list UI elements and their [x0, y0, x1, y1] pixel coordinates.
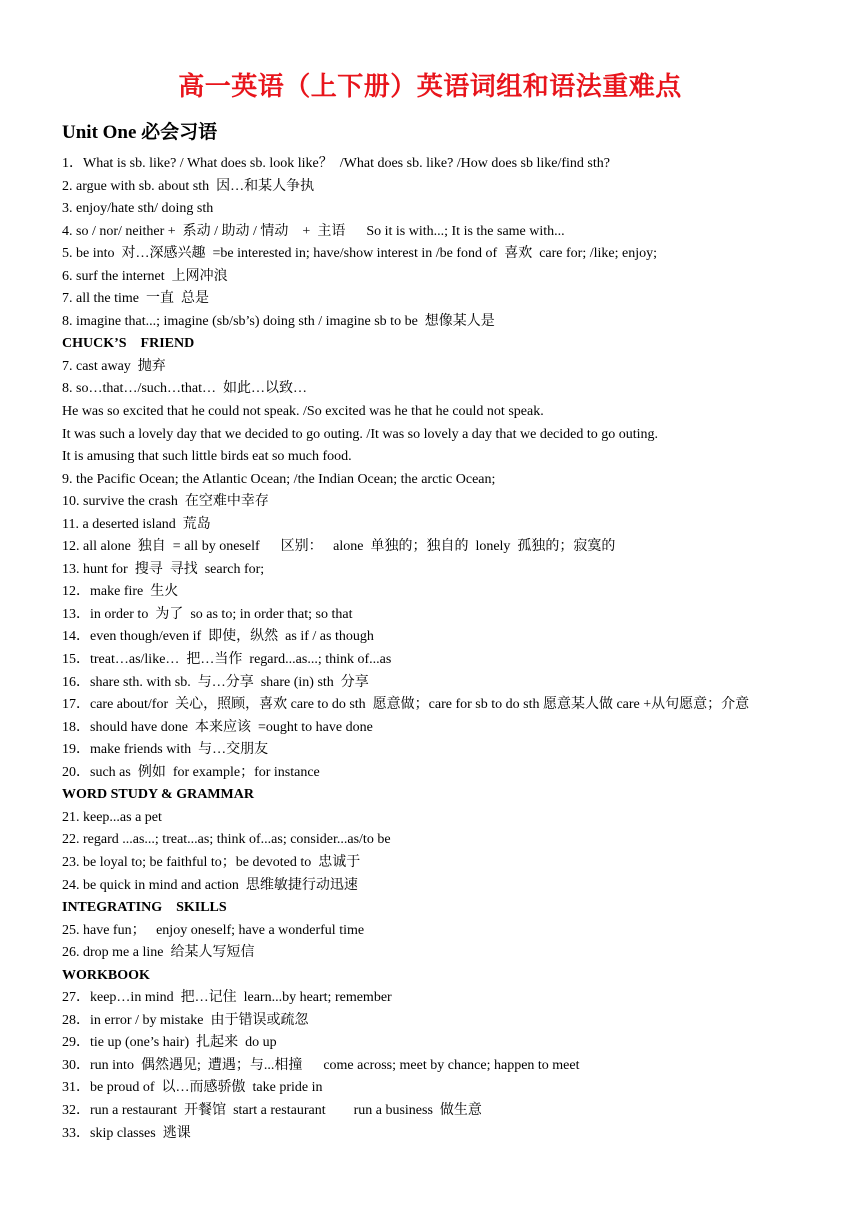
- list-item: 33．skip classes 逃课: [62, 1125, 191, 1141]
- list-item: 9. the Pacific Ocean; the Atlantic Ocean; /the Indian Ocean; the arctic Ocean;: [62, 471, 496, 487]
- section-heading: WORD STUDY & GRAMMAR: [62, 787, 254, 803]
- list-item: 30．run into 偶然遇见; 遭遇；与...相撞 come across; meet by chance; happen to meet: [62, 1057, 580, 1073]
- list-item: 25. have fun； enjoy oneself; have a wonderful time: [62, 922, 365, 938]
- section-heading: INTEGRATING SKILLS: [62, 900, 227, 916]
- list-item: 1．What is sb. like? / What does sb. look like？ /What does sb. like? /How does sb like/find sth?: [62, 156, 610, 171]
- section-heading: WORKBOOK: [62, 967, 150, 983]
- list-item: 11. a deserted island 荒岛: [62, 516, 211, 532]
- list-item: 12．make fire 生火: [62, 584, 179, 600]
- list-item: 7. cast away 抛弃: [62, 358, 166, 374]
- list-item: 23. be loyal to; be faithful to；be devoted to 忠诚于: [62, 854, 361, 870]
- list-item: 26. drop me a line 给某人写短信: [62, 945, 255, 961]
- section-heading: CHUCK’S FRIEND: [62, 336, 195, 352]
- list-item: 19．make friends with 与…交朋友: [62, 742, 269, 758]
- list-item: 31．be proud of 以…而感骄傲 take pride in: [62, 1080, 323, 1096]
- list-item: It was such a lovely day that we decided to go outing. /It was so lovely a day that we decided to go outing.: [62, 426, 659, 442]
- list-item: 13. hunt for 搜寻 寻找 search for;: [62, 561, 265, 577]
- list-item: 29．tie up (one’s hair) 扎起来 do up: [62, 1035, 277, 1051]
- list-item: 16．share sth. with sb. 与…分享 share (in) sth 分享: [62, 674, 369, 690]
- list-item: 10. survive the crash 在空难中幸存: [62, 494, 269, 510]
- list-item: 32．run a restaurant 开餐馆 start a restaurant run a business 做生意: [62, 1102, 482, 1118]
- list-item: 7. all the time 一直 总是: [62, 291, 209, 307]
- list-item: 22. regard ...as...; treat...as; think of...as; consider...as/to be: [62, 832, 391, 848]
- list-item: 5. be into 对…深感兴趣 =be interested in; have/show interest in /be fond of 喜欢 care for; /like; enjoy;: [62, 246, 657, 262]
- list-item: 20．such as 例如 for example；for instance: [62, 764, 320, 780]
- list-item: 24. be quick in mind and action 思维敏捷行动迅速: [62, 877, 358, 893]
- phrase-list: [62, 153, 852, 1145]
- list-item: 15．treat…as/like… 把…当作 regard...as...; think of...as: [62, 652, 392, 668]
- list-item: 21. keep...as a pet: [62, 809, 162, 825]
- list-item: 27．keep…in mind 把…记住 learn...by heart; remember: [62, 990, 392, 1006]
- unit-heading: Unit One 必会习语: [62, 122, 218, 143]
- list-item: 12. all alone 独自 = all by oneself 区别： alone 单独的；独自的 lonely 孤独的；寂寞的: [62, 539, 616, 555]
- list-item: 6. surf the internet 上网冲浪: [62, 268, 228, 284]
- list-item: 8. imagine that...; imagine (sb/sb’s) doing sth / imagine sb to be 想像某人是: [62, 313, 495, 329]
- list-item: 13．in order to 为了 so as to; in order that; so that: [62, 606, 353, 622]
- list-item: 8. so…that…/such…that… 如此…以致…: [62, 381, 307, 397]
- list-item: He was so excited that he could not speak. /So excited was he that he could not speak.: [62, 404, 544, 420]
- list-item: 2. argue with sb. about sth 因…和某人争执: [62, 178, 315, 194]
- list-item: 17．care about/for 关心，照顾，喜欢 care to do sth 愿意做；care for sb to do sth 愿意某人做 care +从句愿意；介意: [62, 697, 750, 713]
- list-item: 28．in error / by mistake 由于错误或疏忽: [62, 1012, 309, 1028]
- list-item: 3. enjoy/hate sth/ doing sth: [62, 201, 214, 217]
- document-title: 高一英语（上下册）英语词组和语法重难点: [178, 72, 682, 101]
- list-item: It is amusing that such little birds eat so much food.: [62, 449, 352, 465]
- list-item: 18．should have done 本来应该 =ought to have done: [62, 719, 373, 735]
- list-item: 14．even though/even if 即使，纵然 as if / as though: [62, 629, 374, 645]
- list-item: 4. so / nor/ neither + 系动 / 助动 / 情动 + 主语 So it is with...; It is the same with...: [62, 223, 565, 239]
